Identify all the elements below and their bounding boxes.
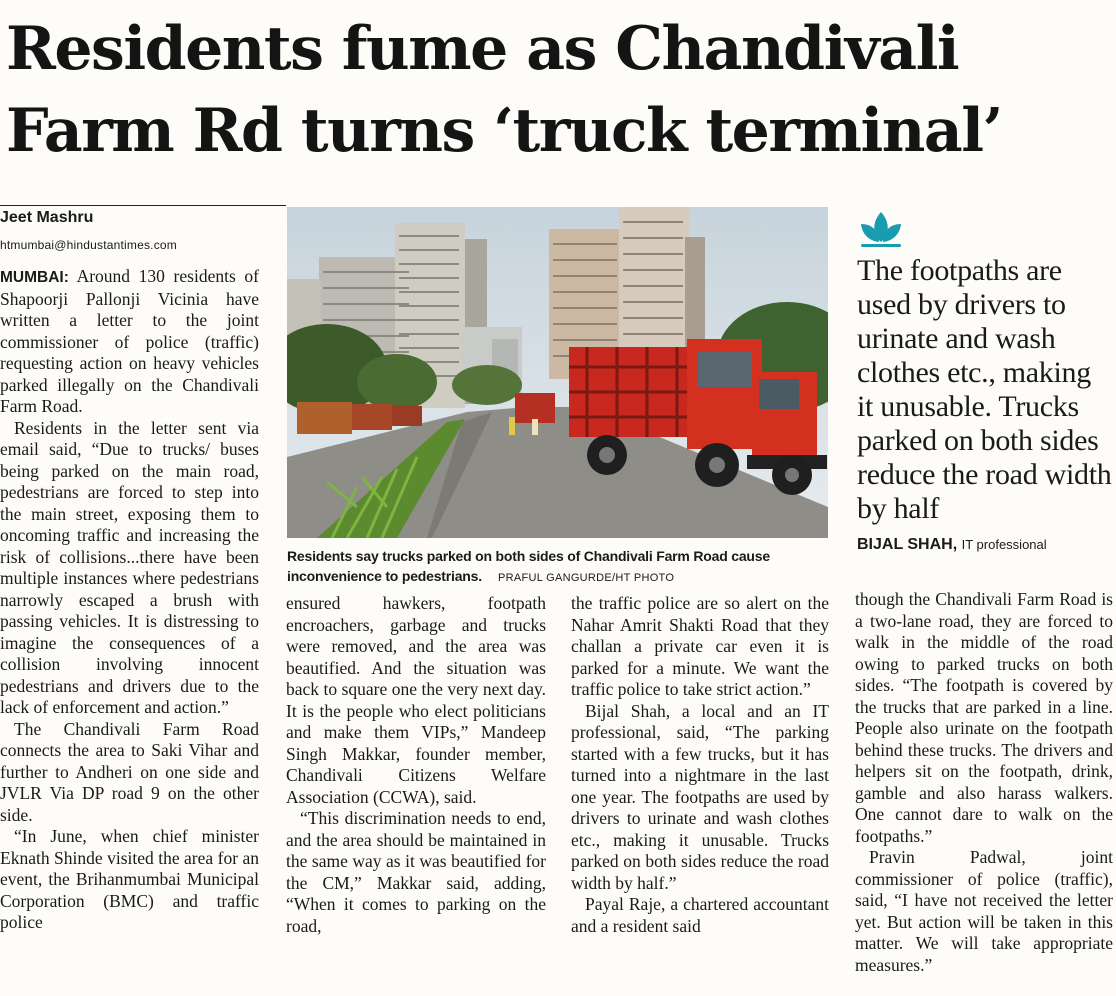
article-column-2 xyxy=(286,593,546,937)
lead-paragraph: MUMBAI: Around 130 residents of Shapoorji Pallonji Vicinia have written a letter to the joint commissioner of police (traffic) requesting action on heavy vehicles parked illegally on the Chandivali Farm Road. xyxy=(0,266,259,416)
photo-credit: PRAFUL GANGURDE/HT PHOTO xyxy=(497,572,675,584)
article-column-4 xyxy=(855,589,1113,976)
news-photo xyxy=(287,207,828,538)
paragraph: “This discrimination needs to end, and the area should be maintained in the same way as it was beautified for the CM,” Makkar said, adding, “When it comes to parking on the road, xyxy=(286,808,546,936)
paragraph: Payal Raje, a chartered accountant and a resident said xyxy=(571,894,829,936)
byline: Jeet Mashru xyxy=(0,205,286,227)
article-column-3 xyxy=(571,593,829,937)
paragraph: “In June, when chief minister Eknath Shinde visited the area for an event, the Brihanmumbai Municipal Corporation (BMC) and traffic police xyxy=(0,826,259,932)
lotus-icon xyxy=(857,208,905,248)
dateline: MUMBAI: xyxy=(0,269,69,286)
photo-caption: Residents say trucks parked on both sides of Chandivali Farm Road cause inconvenience to pedestrians. PRAFUL GANGURDE/HT PHOTO xyxy=(287,548,770,584)
headline: Residents fume as Chandivali Farm Rd turns ‘truck terminal’ xyxy=(6,14,1002,166)
paragraph: The Chandivali Farm Road connects the area to Saki Vihar and further to Andheri on one side and JVLR Via DP road 9 on the other side. xyxy=(0,718,259,825)
pull-quote-attribution xyxy=(857,536,1113,554)
paragraph: the traffic police are so alert on the Nahar Amrit Shakti Road that they challan a private car even it is parked for a minute. We want the traffic police to take strict action.” xyxy=(571,593,829,699)
quote-source-role: IT professional xyxy=(961,537,1047,552)
paragraph: Bijal Shah, a local and an IT professional, said, “The parking started with a few trucks, but it has turned into a nightmare in the last one year. The footpaths are used by drivers to urinate and wash clothes etc., making it unusable. Trucks parked on both sides reduce the road width by half.” xyxy=(571,700,829,893)
paragraph: Pravin Padwal, joint commissioner of police (traffic), said, “I have not received the letter yet. But action will be taken in this matter. We will take appropriate measures.” xyxy=(855,847,1113,975)
paragraph: ensured hawkers, footpath encroachers, garbage and trucks were removed, and the area was beautified. And the situation was back to square one the very next day. It is the people who elect politicians and make them VIPs,” Mandeep Singh Makkar, founder member, Chandivali Citizens Welfare Association (CCWA), said. xyxy=(286,593,546,807)
quote-source-name: BIJAL SHAH, xyxy=(857,536,958,553)
paragraph: Residents in the letter sent via email said, “Due to trucks/ buses being parked on the main road, pedestrians are forced to step into the main street, exposing them to oncoming traffic and increasing the risk of collisions...there have been multiple instances where pedestrians narrowly escaped a brush with passing vehicles. It is distressing to imagine the consequences of a collision involving innocent pedestrians and drivers due to the lack of enforcement and action.” xyxy=(0,417,259,717)
article-column-1 xyxy=(0,266,259,934)
pull-quote: The footpaths are used by drivers to urinate and wash clothes etc., making it unusable. Trucks parked on both sides reduce the road width by half xyxy=(857,254,1112,525)
paragraph: though the Chandivali Farm Road is a two-lane road, they are forced to walk in the middle of the road owing to parked trucks on both sides. “The footpath is covered by the trucks that are parked in a line. People also urinate on the footpath behind these trucks. The drivers and helpers sit on the footpath, drink, gamble and also harass walkers. One cannot dare to walk on the footpaths.” xyxy=(855,589,1113,846)
author-email: htmumbai@hindustantimes.com xyxy=(0,238,177,252)
